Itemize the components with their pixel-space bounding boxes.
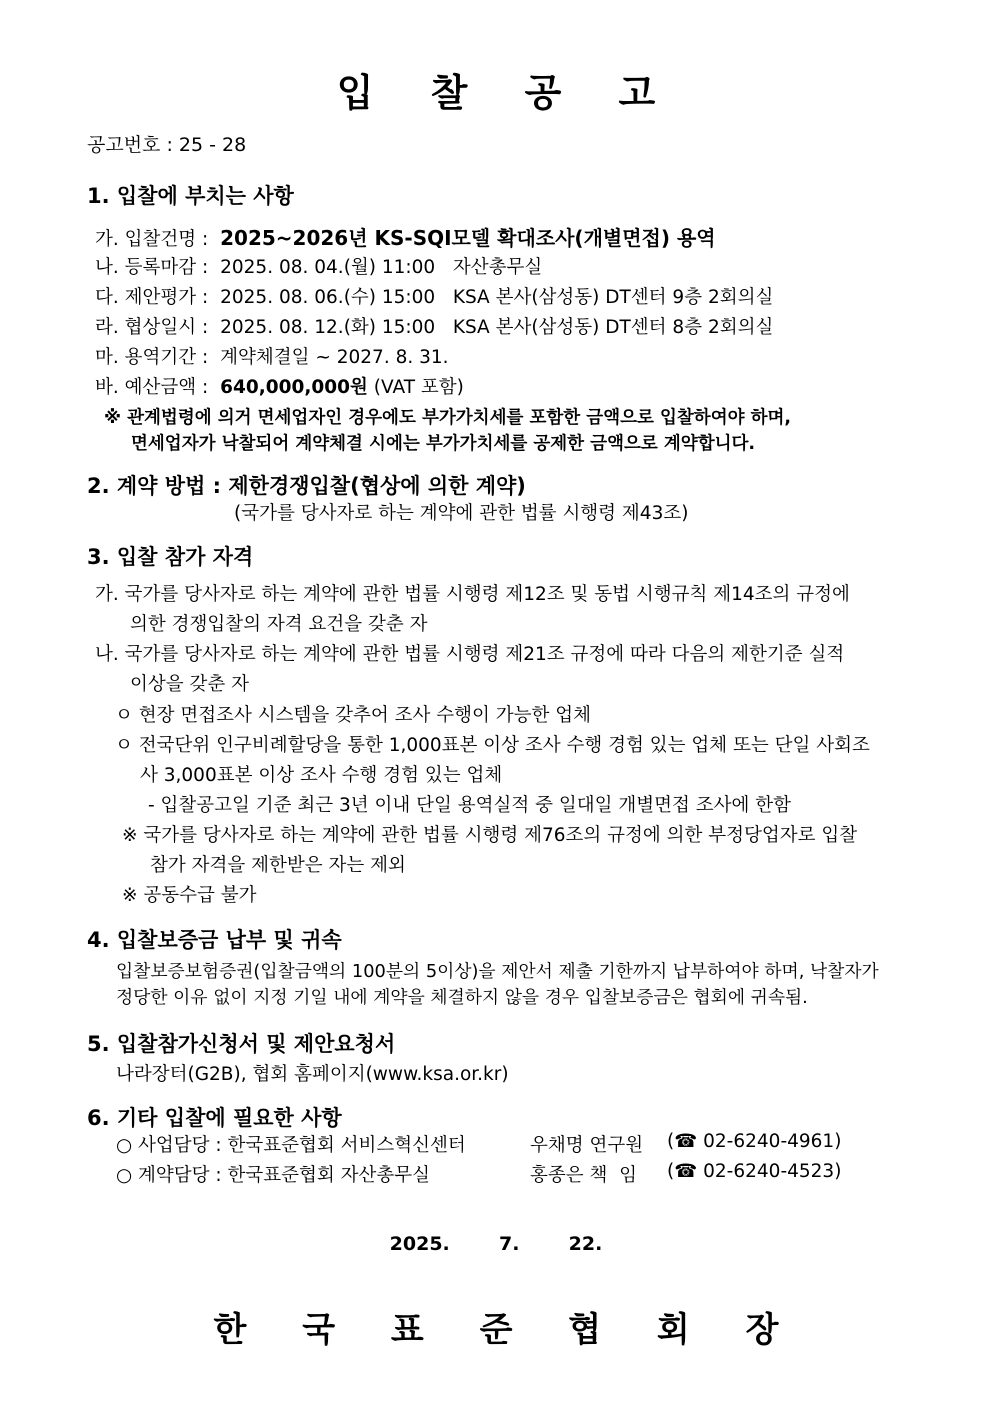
budget-vat: (VAT 포함) <box>367 377 464 398</box>
page-title: 입 찰 공 고 <box>336 71 678 115</box>
section3-line: - 입찰공고일 기준 최근 3년 이내 단일 용역실적 중 일대일 개별면접 조사에 한함 <box>148 795 792 816</box>
section3-line: 참가 자격을 제한받은 자는 제외 <box>150 855 406 876</box>
section4-line1: 입찰보증보험증권(입찰금액의 100분의 5이상)을 제안서 제출 기한까지 납부하여야 하며, 낙찰자가 <box>116 961 879 982</box>
phone-icon-text: (☎ 02-6240-4961) <box>667 1131 842 1152</box>
section3-line: 나. 국가를 당사자로 하는 계약에 관한 법률 시행령 제21조 규정에 따라 다음의 제한기준 실적 <box>95 644 845 665</box>
contact-role: ○ 사업담당 : 한국표준협회 서비스혁신센터 <box>116 1135 466 1156</box>
contact-person: 우채명 연구원 <box>530 1135 644 1156</box>
item-label: 나. 등록마감 : <box>95 257 209 278</box>
item-label: 다. 제안평가 : <box>95 287 209 308</box>
item-value: 2025. 08. 06.(수) 15:00 KSA 본사(삼성동) DT센터 9층 2회의실 <box>220 287 774 308</box>
contact-role: ○ 계약담당 : 한국표준협회 자산총무실 <box>116 1165 430 1186</box>
item-value: 2025~2026년 KS-SQI모델 확대조사(개별면접) 용역 <box>220 226 716 250</box>
section6-heading: 6. 기타 입찰에 필요한 사항 <box>87 1106 342 1130</box>
phone-icon-text: (☎ 02-6240-4523) <box>667 1161 842 1182</box>
tax-note-line2: 면세업자가 낙찰되어 계약체결 시에는 부가가치세를 공제한 금액으로 계약합니다. <box>131 434 756 454</box>
item-label: 가. 입찰건명 : <box>95 229 209 250</box>
notice-number: 공고번호 : 25 - 28 <box>87 134 247 156</box>
contact-contract <box>116 1161 842 1187</box>
item-period <box>95 343 449 369</box>
section3-line: 이상을 갖춘 자 <box>130 674 249 695</box>
item-value: 계약체결일 ~ 2027. 8. 31. <box>220 347 449 368</box>
contact-business <box>116 1131 842 1157</box>
section3-line: 가. 국가를 당사자로 하는 계약에 관한 법률 시행령 제12조 및 동법 시행규칙 제14조의 규정에 <box>95 584 850 605</box>
section5-line: 나라장터(G2B), 협회 홈페이지(www.ksa.or.kr) <box>116 1064 509 1085</box>
item-label: 마. 용역기간 : <box>95 347 209 368</box>
item-evaluation <box>95 283 773 309</box>
item-label: 바. 예산금액 : <box>95 377 209 398</box>
notice-date: 2025. 7. 22. <box>389 1233 603 1255</box>
section2-sub: (국가를 당사자로 하는 계약에 관한 법률 시행령 제43조) <box>234 503 689 524</box>
item-budget <box>95 373 464 399</box>
section5-heading: 5. 입찰참가신청서 및 제안요청서 <box>87 1032 396 1056</box>
issuer-organization: 한 국 표 준 협 회 장 <box>213 1310 801 1350</box>
item-registration <box>95 253 542 279</box>
section4-line2: 정당한 이유 없이 지정 기일 내에 계약을 체결하지 않을 경우 입찰보증금은 협회에 귀속됨. <box>116 987 808 1008</box>
tax-note-line1: ※ 관계법령에 의거 면세업자인 경우에도 부가가치세를 포함한 금액으로 입찰하여야 하며, <box>104 408 792 428</box>
section3-line: ※ 국가를 당사자로 하는 계약에 관한 법률 시행령 제76조의 규정에 의한 부정당업자로 입찰 <box>122 825 858 846</box>
contact-person: 홍종은 책 임 <box>530 1165 637 1186</box>
item-title <box>95 222 716 251</box>
item-value: 2025. 08. 12.(화) 15:00 KSA 본사(삼성동) DT센터 8층 2회의실 <box>220 317 774 338</box>
section3-line: 의한 경쟁입찰의 자격 요건을 갖춘 자 <box>130 614 428 635</box>
section2-heading: 2. 계약 방법 : 제한경쟁입찰(협상에 의한 계약) <box>87 474 526 498</box>
section3-line: ㅇ 전국단위 인구비례할당을 통한 1,000표본 이상 조사 수행 경험 있는 업체 또는 단일 사회조 <box>115 735 870 756</box>
section3-heading: 3. 입찰 참가 자격 <box>87 545 254 569</box>
item-negotiation <box>95 313 773 339</box>
item-label: 라. 협상일시 : <box>95 317 209 338</box>
section3-line: ※ 공동수급 불가 <box>122 885 257 906</box>
section3-line: 사 3,000표본 이상 조사 수행 경험 있는 업체 <box>140 765 503 786</box>
section4-heading: 4. 입찰보증금 납부 및 귀속 <box>87 928 342 952</box>
section3-line: ㅇ 현장 면접조사 시스템을 갖추어 조사 수행이 가능한 업체 <box>115 705 591 726</box>
budget-amount: 640,000,000원 <box>220 377 368 398</box>
item-value: 2025. 08. 04.(월) 11:00 자산총무실 <box>220 257 543 278</box>
section1-heading: 1. 입찰에 부치는 사항 <box>87 184 294 208</box>
